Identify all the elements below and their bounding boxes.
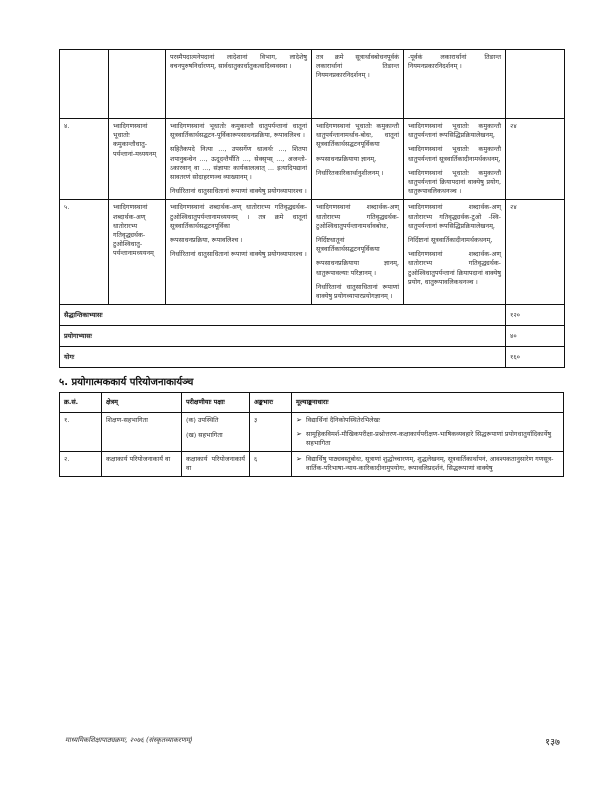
cell-paragraph: निर्धारितानां धातुसाधितानां रूपाणां वाक्येषु प्रयोगव्यापारश्च । bbox=[170, 250, 307, 259]
content-cell bbox=[166, 119, 312, 200]
col4-cell bbox=[312, 200, 404, 305]
aspects-cell bbox=[182, 452, 250, 477]
arrow-bullet-icon: ➢ bbox=[296, 429, 302, 438]
area-cell: शिक्षण-सहभागिता bbox=[102, 413, 182, 452]
cell-paragraph: भ्वादिगणस्थानां भूधातोः कमुकान्तौ धातुपर्यन्तानां क्रियापदानां वाक्येषु प्रयोग, धातुरूपावलिकथनञ्च । bbox=[408, 168, 501, 196]
bullet-item bbox=[296, 416, 559, 425]
cell-paragraph: निर्धारितानां धातुसाधितानां रूपाणां वाक्येषु प्रयोगव्यापारप्रयोगज्ञानम् । bbox=[316, 282, 399, 301]
cell-paragraph: निर्धारितकारिकार्थानुशीलनम् । bbox=[316, 168, 384, 177]
page-footer bbox=[65, 735, 560, 748]
cell-paragraph: भ्वादिगणस्थानां भूधातोः कमुकान्तौ धातुपर्यन्तानां सूत्रवार्तिकादीनामर्थकथनम्, bbox=[408, 145, 501, 163]
aspects-cell bbox=[182, 413, 250, 452]
serial-cell bbox=[60, 50, 109, 119]
cell-paragraph: निर्दिष्टधातूनां सूत्रवार्तिकार्थसद्घटनपूर्विकया bbox=[316, 236, 380, 254]
arrow-bullet-icon: ➢ bbox=[296, 455, 302, 464]
col4-cell bbox=[312, 50, 404, 119]
bullet-text: सामूहिकविमर्श-मौखिकपरीक्षा-प्रश्नोत्तरण-कक्षाकार्यपरीक्षण-भाषिकव्यवहारे सिद्धरूपाणां प्रयोगधातुर्यादिकार्येषु सहभागिता bbox=[306, 429, 552, 447]
summary-label: योगः bbox=[60, 347, 506, 368]
cell-paragraph: रूपसाधनप्रक्रिया, रूपावलिश्च । bbox=[170, 236, 243, 245]
area-cell: कक्षाकार्य परियोजनाकार्यं वा bbox=[102, 452, 182, 477]
practical-work-table bbox=[59, 392, 564, 477]
cell-paragraph: -पूर्वकं लकारार्थानां तिङान्त नियमनप्रकारनिदर्शनम् । bbox=[408, 53, 501, 71]
arrow-bullet-icon: ➢ bbox=[296, 416, 302, 425]
bullet-text: विद्यार्थिषु पाठ्यवस्तुबोधः, सूत्राणां शुद्धोच्चारणम्, शुद्धलेखनम्, सूत्रवार्तिकार्थापनं, आवश्यकतानुसारेण गणसूत्र-वार्तिक-परिभाषा-न्याय-कारिकादीनामुपयोगः, रूपावलिप्रदर्शनं, सिद्धरूपाणां वाक्येषु bbox=[306, 455, 554, 473]
cell-paragraph: भ्वादिगणस्थानां भूधातोः कमुकान्तौ धातुपर्यन्तानामर्थाव-बोधः, धातूनां सूत्रवार्तिकार्थसद्घटनपूर्विकया bbox=[316, 122, 399, 149]
aspect-item: कक्षाकार्य परियोजनाकार्यं वा bbox=[186, 455, 245, 473]
section-heading: ५. प्रयोगात्मककार्य परियोजनाकार्यञ्च bbox=[59, 377, 194, 389]
header-aspects: परीक्षणीयाः पक्षाः bbox=[182, 393, 250, 413]
syllabus-table bbox=[59, 49, 565, 368]
cell-paragraph: रूपसाधनप्रक्रियाया ज्ञानम्, धातुरूपावल्याः परिज्ञानम् । bbox=[316, 259, 399, 277]
syllabus-table-body bbox=[60, 50, 565, 368]
header-area: क्षेत्रम् bbox=[102, 393, 182, 413]
cell-paragraph: तत्र क्रमे सूत्रार्थावबोधनपूर्वकं लकारार्थानां तिङान्त नियमनप्रकारनिदर्शनम् । bbox=[316, 53, 399, 80]
summary-row bbox=[60, 326, 565, 347]
cell-paragraph: भ्वादिगणस्थानां शब्दार्थक-अण् धातोरारभ्य गतिवृद्ध्यर्थक-टुओश्विधातुपर्यन्तानामर्थावबोधः, bbox=[316, 203, 399, 230]
summary-row bbox=[60, 347, 565, 368]
table-row bbox=[60, 200, 565, 305]
cell-paragraph: भ्वादिगणस्थानां भूधातोः कमुकान्तौ धातुपर्यन्तानां धातूनां सूत्रवार्तिकार्थसद्घटन-पूर्विकारूपसाधनप्रक्रिया, रूपावलिश्च । bbox=[170, 122, 307, 140]
hours-cell: २४ bbox=[506, 200, 565, 305]
aspect-item: (ख) सहभागिता bbox=[186, 430, 223, 439]
bullet-item bbox=[296, 455, 559, 473]
hours-cell: २४ bbox=[506, 119, 565, 200]
col5-cell bbox=[404, 50, 506, 119]
summary-label: प्रयोगाभ्यासः bbox=[60, 326, 506, 347]
serial-cell: २. bbox=[60, 452, 102, 477]
cell-paragraph: भ्वादिगणस्थानां शब्दार्थक-अण् धातोरारभ्य गतिवृद्ध्यर्थक-टुओ -श्वि-धातुपर्यन्तानां रूपसिद्धिप्रक्रियालेखनम्, bbox=[408, 203, 501, 230]
hours-cell bbox=[506, 50, 565, 119]
table-row bbox=[60, 119, 565, 200]
serial-cell: १. bbox=[60, 413, 102, 452]
table-row bbox=[60, 452, 564, 477]
footer-title: माध्यमिकशिक्षापाठ्यक्रमः, २०७६ (संस्कृतव्याकरणम्) bbox=[65, 736, 193, 744]
topic-cell bbox=[109, 50, 166, 119]
page bbox=[59, 49, 564, 477]
col4-cell bbox=[312, 119, 404, 200]
cell-paragraph: सहितैकपदे नित्या ..., उपसर्गेण धात्वर्थः ..., शितपा शपानुबन्धेन ..., ऊदूदन्तैर्यौति ..., सेक्सृप्स् ..., अजन्तो-ऽकारवान् वा ..., संज्ञायाः कार्यकालत्वात् ... इत्यादिपद्यानां सावतरणं सोदाहरणञ्च व्याख्यानम् । bbox=[170, 145, 307, 182]
summary-label: सैद्धान्तिकाभ्यासः bbox=[60, 305, 506, 326]
serial-cell: ४. bbox=[60, 119, 109, 200]
bullet-item bbox=[296, 430, 559, 448]
cell-paragraph: भ्वादिगणस्थानां शब्दार्थक-अण् धातोरारभ्य गतिवृद्ध्यर्थक-टुओश्विधातुपर्यन्तानामध्ययनम् । तत्र क्रमे धातूनां सूत्रवार्तिकार्थसद्घटनपूर्विका bbox=[170, 203, 307, 230]
marks-cell: ६ bbox=[250, 452, 292, 477]
aspect-item: (क) उपस्थिति bbox=[186, 416, 219, 425]
header-serial: क्र.सं. bbox=[60, 393, 102, 413]
bases-cell bbox=[292, 452, 564, 477]
content-cell bbox=[166, 200, 312, 305]
serial-cell: ५. bbox=[60, 200, 109, 305]
cell-paragraph: निर्दिष्टानां सूत्रवार्तिकादीनामर्थकथनम्, bbox=[408, 236, 493, 245]
practical-work-table-body bbox=[60, 413, 564, 477]
cell-paragraph: भ्वादिगणस्थानां भूधातोः कमुकान्तौ धातुपर्यन्तानां रूपसिद्धिप्रक्रियालेखनम्, bbox=[408, 122, 501, 140]
table-header-row bbox=[60, 393, 564, 413]
cell-paragraph: रूपसाधनप्रक्रियाया ज्ञानम्, bbox=[316, 154, 377, 163]
summary-value: १६० bbox=[506, 347, 565, 368]
page-number: १३७ bbox=[545, 737, 560, 748]
table-row bbox=[60, 413, 564, 452]
summary-row bbox=[60, 305, 565, 326]
content-cell bbox=[166, 50, 312, 119]
bases-cell bbox=[292, 413, 564, 452]
marks-cell: ३ bbox=[250, 413, 292, 452]
summary-value: १२० bbox=[506, 305, 565, 326]
topic-cell: भ्वादिगणस्थानां भूधातोः कमुकान्तौधातु-पर्यन्तानां-मध्ययनम् bbox=[109, 119, 166, 200]
col5-cell bbox=[404, 200, 506, 305]
bullet-text: विद्यार्थिनां दैनिकोपस्थितेरभिलेखः bbox=[306, 416, 381, 425]
header-evaluation-bases: मूल्याङ्कनाधाराः bbox=[292, 393, 564, 413]
cell-paragraph: निर्धारितानां धातुसाधितानां रूपाणां वाक्येषु प्रयोगव्यापारश्च । bbox=[170, 187, 307, 196]
summary-value: ४० bbox=[506, 326, 565, 347]
cell-paragraph: भ्वादिगणस्थानां शब्दार्थक-अण् धातोरारभ्य गतिवृद्ध्यर्थक-टुओश्विधातुपर्यन्तानां क्रियापदानां वाक्येषु प्रयोग, धातुरूपावलिकथनञ्च । bbox=[408, 250, 501, 286]
header-marks: अङ्कभारः bbox=[250, 393, 292, 413]
cell-paragraph: परस्मैपदात्मनेपदानां लादेशानां विभाग, लादेशेषु वचनपुरुषनिर्धारणम्, सार्वधातुकार्धातुकत्वादिव्यवस्था । bbox=[170, 53, 307, 71]
col5-cell bbox=[404, 119, 506, 200]
table-row bbox=[60, 50, 565, 119]
topic-cell: भ्वादिगणस्थानां शब्दार्थक-अण् धातोरारभ्य गतिवृद्ध्यर्थक-टुओश्विधातु-पर्यन्तानामध्ययनम् bbox=[109, 200, 166, 305]
